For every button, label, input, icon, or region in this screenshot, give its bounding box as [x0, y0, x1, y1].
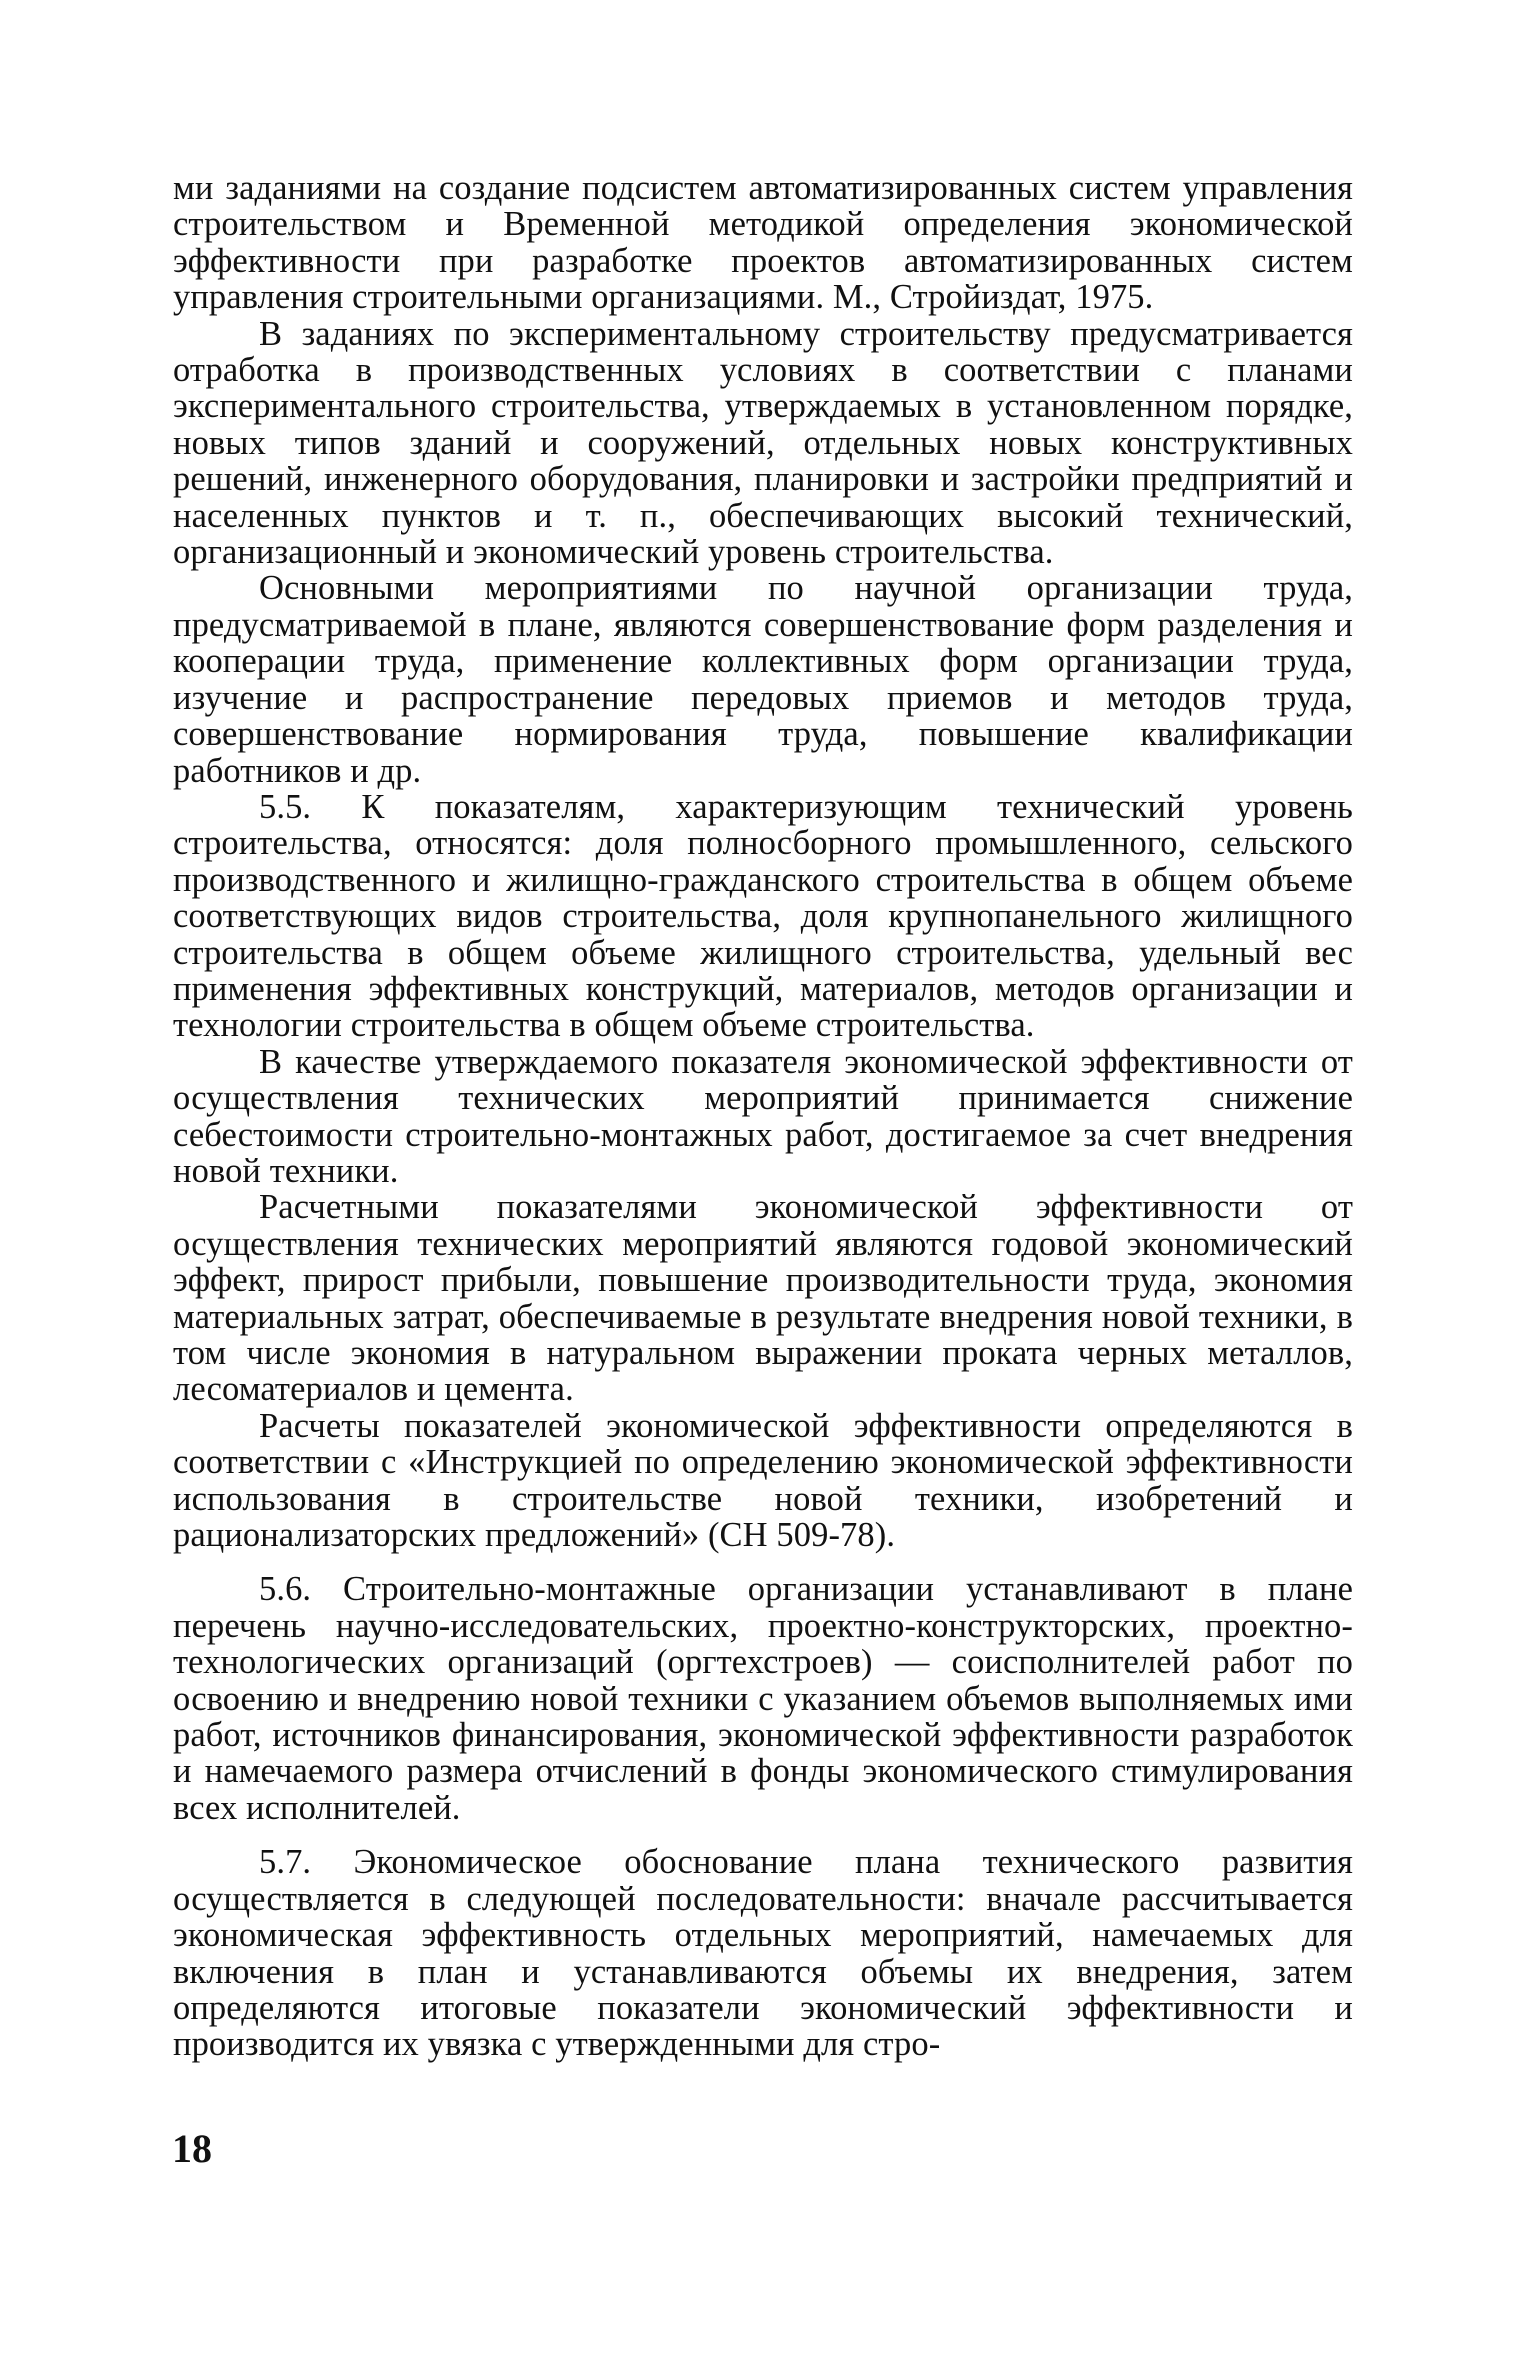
page-number: 18	[172, 2126, 212, 2171]
document-body	[173, 170, 1353, 2063]
paragraph-approved-indicator: В качестве утверждаемого показателя экономической эффективности от осуществления технических мероприятий принимается снижение себестоимости строительно-монтажных работ, достигаемое за счет внедрения новой техники.	[173, 1042, 1353, 1190]
paragraph-section-5-7: 5.7. Экономическое обоснование плана технического развития осуществляется в следующей последовательности: вначале рассчитывается экономическая эффективность отдельных мероприятий, намечаемых для включения в план и устанавливаются объемы их внедрения, затем определяются итоговые показатели экономический эффективности и производится их увязка с утвержденными для стро-	[173, 1843, 1353, 2064]
paragraph-calculated-indicators: Расчетными показателями экономической эффективности от осуществления технических мероприятий являются годовой экономический эффект, прирост прибыли, повышение производительности труда, экономия материальных затрат, обеспечиваемые в результате внедрения новой техники, в том числе экономия в натуральном выражении проката черных металлов, лесоматериалов и цемента.	[173, 1188, 1353, 1409]
paragraph-labor-organization: Основными мероприятиями по научной организации труда, предусматриваемой в плане, являются совершенствование форм разделения и кооперации труда, применение коллективных форм организации труда, изучение и распространение передовых приемов и методов труда, совершенствование нормирования труда, повышение квалификации работников и др.	[173, 569, 1353, 790]
paragraph-continuation: ми заданиями на создание подсистем автоматизированных систем управления строительством и Временной методикой определения экономической эффективности при разработке проектов автоматизированных систем управления строительными организациями. М., Стройиздат, 1975.	[173, 169, 1353, 317]
paragraph-calculations: Расчеты показателей экономической эффективности определяются в соответствии с «Инструкцией по определению экономической эффективности использования в строительстве новой техники, изобретений и рационализаторских предложений» (СН 509-78).	[173, 1406, 1353, 1555]
paragraph-section-5-6: 5.6. Строительно-монтажные организации устанавливают в плане перечень научно-исследовательских, проектно-конструкторских, проектно-технологических организаций (оргтехстроев) — соисполнителей работ по освоению и внедрению новой техники с указанием объемов выполняемых ими работ, источников финансирования, экономической эффективности разработок и намечаемого размера отчислений в фонды экономического стимулирования всех исполнителей.	[173, 1570, 1353, 1827]
paragraph-experimental-construction: В заданиях по экспериментальному строительству предусматривается отработка в производственных условиях в соответствии с планами экспериментального строительства, утверждаемых в установленном порядке, новых типов зданий и сооружений, отдельных новых конструктивных решений, инженерного оборудования, планировки и застройки предприятий и населенных пунктов и т. п., обеспечивающих высокий технический, организационный и экономический уровень строительства.	[173, 314, 1353, 572]
paragraph-section-5-5: 5.5. К показателям, характеризующим технический уровень строительства, относятся: доля полносборного промышленного, сельского производственного и жилищно-гражданского строительства в общем объеме соответствующих видов строительства, доля крупнопанельного жилищного строительства в общем объеме жилищного строительства, удельный вес применения эффективных конструкций, материалов, методов организации и технологии строительства в общем объеме строительства.	[173, 787, 1353, 1045]
